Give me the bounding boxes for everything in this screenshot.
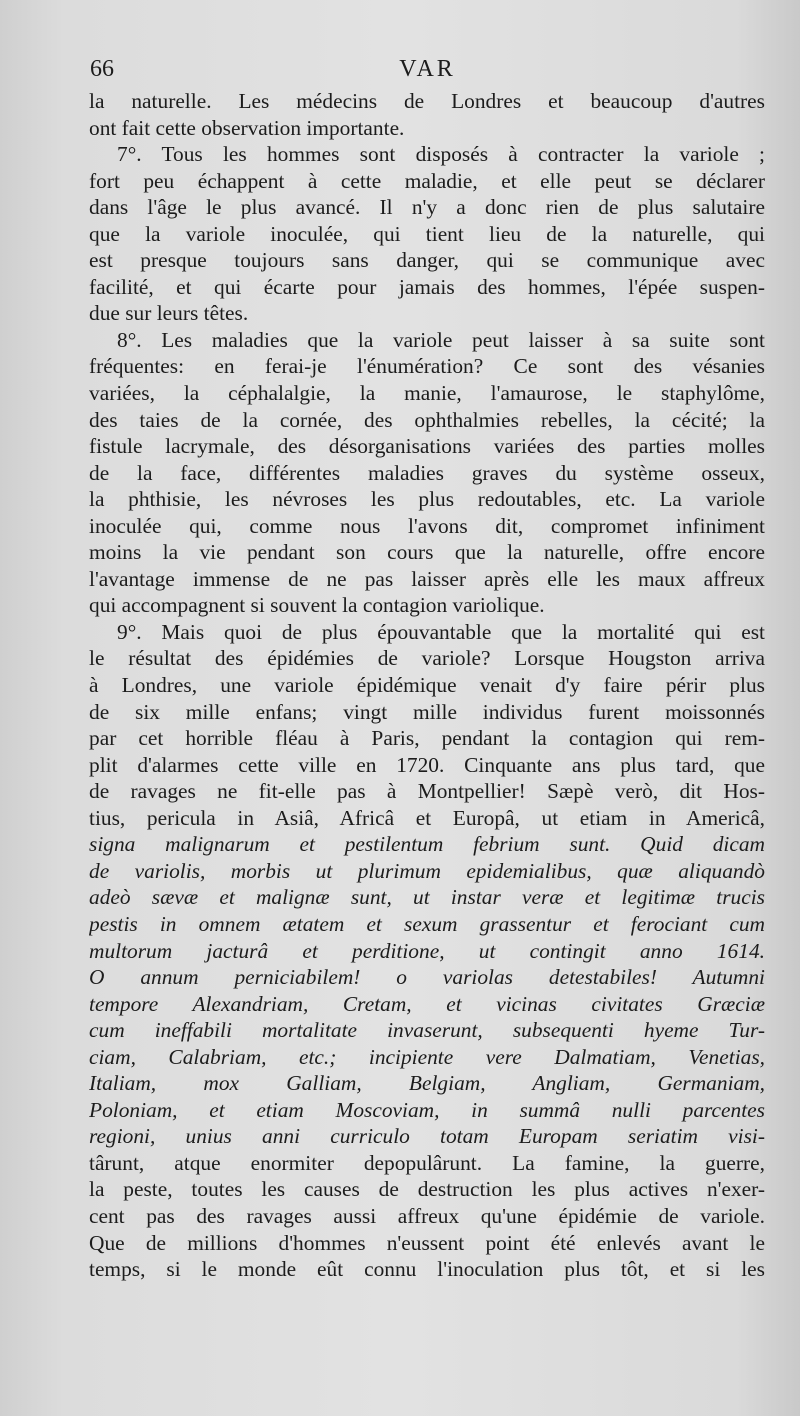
text-line: le résultat des épidémies de variole? Lorsque Hougston arriva [89,646,765,671]
text-line: cent pas des ravages aussi affreux qu'une épidémie de variole. [89,1203,765,1228]
body-text [89,88,765,1283]
text-line: multorum jacturâ et perditione, ut contingit anno 1614. [89,938,765,963]
text-line: la naturelle. Les médecins de Londres et beaucoup d'autres [89,89,765,113]
text-line: cum ineffabili mortalitate invaserunt, subsequenti hyeme Tur- [89,1018,765,1043]
text-line: 9°. Mais quoi de plus épouvantable que la mortalité qui est [117,619,765,644]
text-line: est presque toujours sans danger, qui se communique avec [89,248,765,273]
page-header [90,56,765,86]
text-line: la phthisie, les névroses les plus redoutables, etc. La variole [89,487,765,512]
text-line: qui accompagnent si souvent la contagion variolique. [89,593,545,618]
text-line: ont fait cette observation importante. [89,115,405,140]
text-line: que la variole inoculée, qui tient lieu de la naturelle, qui [89,221,765,246]
text-line: de variolis, morbis ut plurimum epidemialibus, quæ aliquandò [89,858,765,883]
text-line: tempore Alexandriam, Cretam, et vicinas civitates Græciæ [89,991,765,1016]
text-line: Poloniam, et etiam Moscoviam, in summâ nulli parcentes [89,1097,765,1122]
page-number: 66 [90,56,114,82]
text-line: adeò sævæ et malignæ sunt, ut instar veræ et legitimæ trucis [89,885,765,910]
bleed-through-shadow [430,1268,760,1316]
text-line: Italiam, mox Galliam, Belgiam, Angliam, Germaniam, [89,1071,765,1096]
text-line: fréquentes: en ferai-je l'énumération? Ce sont des vésanies [89,354,765,379]
text-line: fistule lacrymale, des désorganisations variées des parties molles [89,434,765,459]
text-line: 7°. Tous les hommes sont disposés à contracter la variole ; [117,142,765,167]
text-line: à Londres, une variole épidémique venait d'y faire périr plus [89,673,765,698]
text-line: l'avantage immense de ne pas laisser après elle les maux affreux [89,566,765,591]
text-line: temps, si le monde eût connu l'inoculation plus tôt, et si les [89,1257,765,1282]
text-line: O annum perniciabilem! o variolas detestabiles! Autumni [89,965,765,990]
text-line: de la face, différentes maladies graves du système osseux, [89,460,765,485]
text-line: inoculée qui, comme nous l'avons dit, compromet infiniment [89,513,765,538]
text-line: Que de millions d'hommes n'eussent point été enlevés avant le [89,1230,765,1255]
text-line: par cet horrible fléau à Paris, pendant la contagion qui rem- [89,726,765,751]
text-line: regioni, unius anni curriculo totam Europam seriatim visi- [89,1124,765,1149]
text-line: plit d'alarmes cette ville en 1720. Cinquante ans plus tard, que [89,752,765,777]
text-line: signa malignarum et pestilentum febrium sunt. Quid dicam [89,832,765,857]
text-line: 8°. Les maladies que la variole peut laisser à sa suite sont [117,327,765,352]
text-line: fort peu échappent à cette maladie, et elle peut se déclarer [89,168,765,193]
text-line: de ravages ne fit-elle pas à Montpellier! Sæpè verò, dit Hos- [89,779,765,804]
text-line: variées, la céphalalgie, la manie, l'amaurose, le staphylôme, [89,381,765,406]
text-line: pestis in omnem ætatem et sexum grassentur et ferociant cum [89,911,765,936]
text-line: dans l'âge le plus avancé. Il n'y a donc rien de plus salutaire [89,195,765,220]
text-line: de six mille enfans; vingt mille individus furent moissonnés [89,699,765,724]
text-line: la peste, toutes les causes de destruction les plus actives n'exer- [89,1177,765,1202]
text-line: des taies de la cornée, des ophthalmies rebelles, la cécité; la [89,407,765,432]
running-head: VAR [399,56,456,82]
text-line: due sur leurs têtes. [89,301,249,326]
text-line: ciam, Calabriam, etc.; incipiente vere Dalmatiam, Venetias, [89,1044,765,1069]
text-line: facilité, et qui écarte pour jamais des hommes, l'épée suspen- [89,274,765,299]
text-line: moins la vie pendant son cours que la naturelle, offre encore [89,540,765,565]
text-line: târunt, atque enormiter depopulârunt. La famine, la guerre, [89,1150,765,1175]
text-line: tius, pericula in Asiâ, Africâ et Europâ, ut etiam in Americâ, [89,805,765,830]
